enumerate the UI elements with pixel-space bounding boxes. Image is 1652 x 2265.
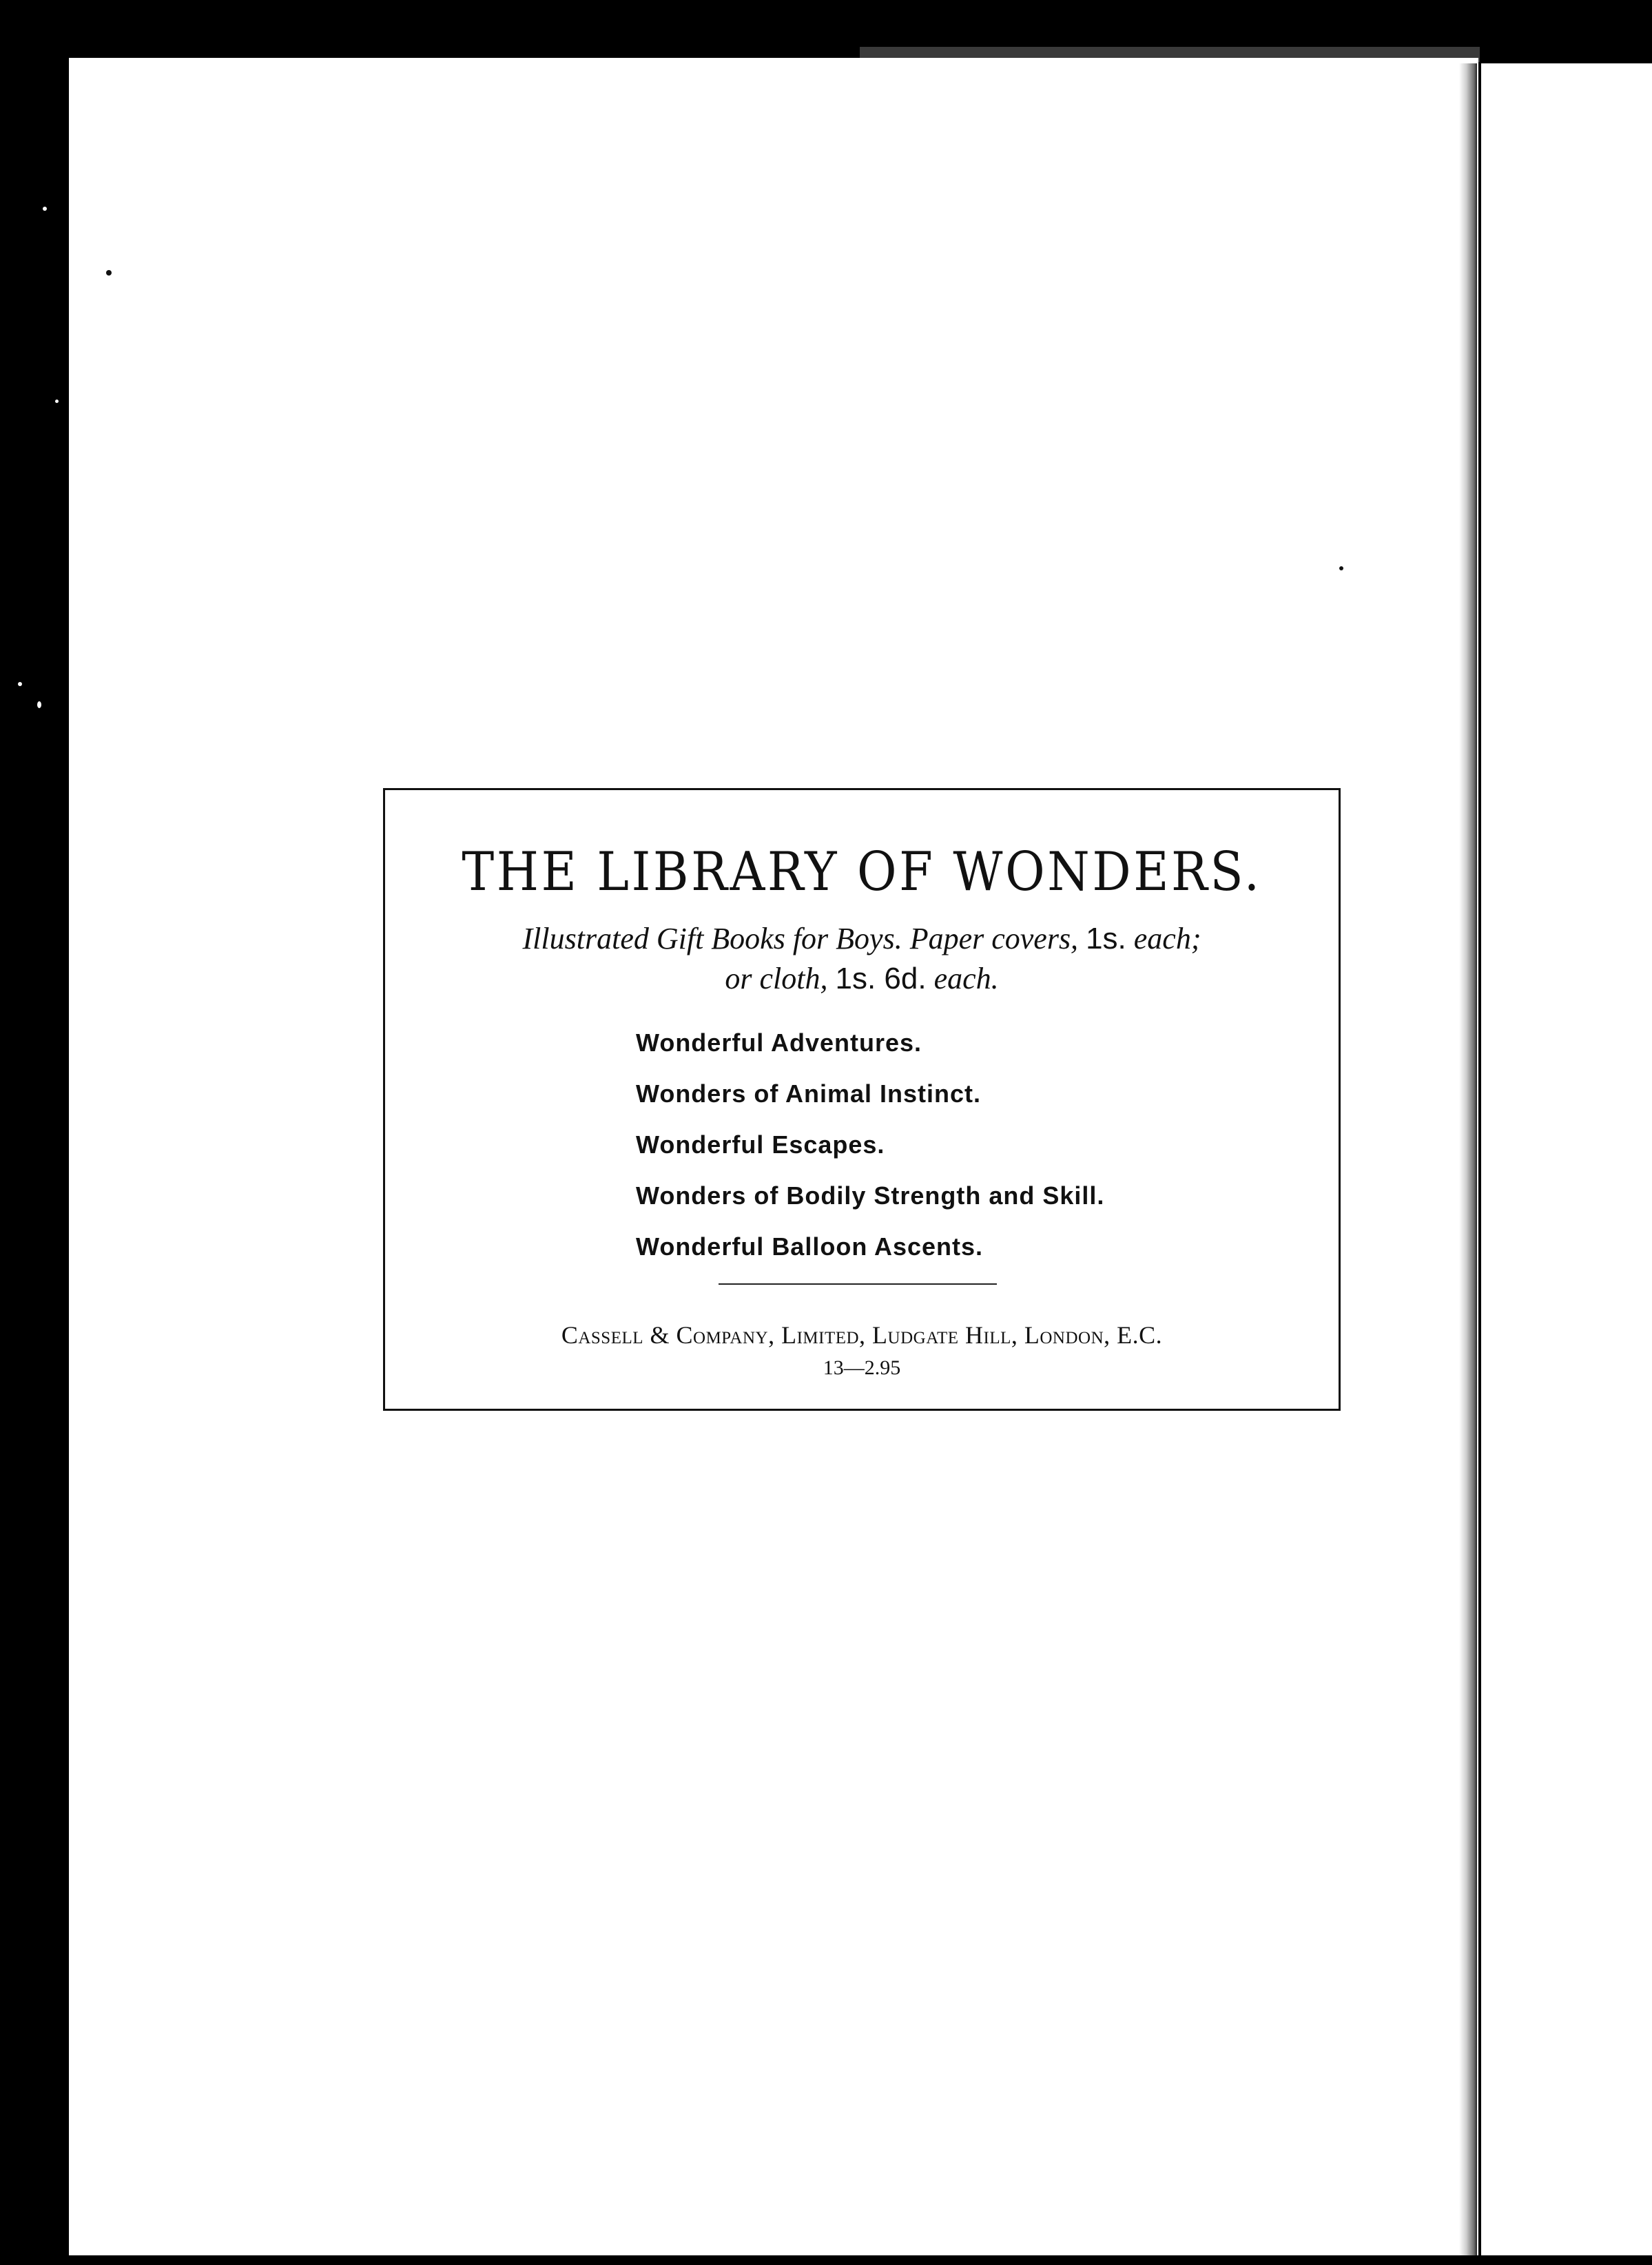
ad-subtitle-text: Illustrated Gift Books for Boys. Paper covers, xyxy=(522,922,1086,955)
scan-speck xyxy=(18,682,22,686)
divider-rule xyxy=(719,1283,997,1285)
page-right xyxy=(1481,63,1652,2255)
scan-speck xyxy=(55,400,59,403)
list-item: Wonderful Adventures. xyxy=(636,1028,922,1057)
list-item: Wonders of Bodily Strength and Skill. xyxy=(636,1181,1105,1210)
publisher-imprint: Cassell & Company, Limited, Ludgate Hill, London, E.C. xyxy=(561,1321,1163,1349)
ad-subtitle-text: or cloth, xyxy=(725,962,836,995)
ad-subtitle-text: each; xyxy=(1126,922,1201,955)
book-list xyxy=(636,1017,1104,1272)
scan-speck xyxy=(106,270,112,276)
book-gutter-shadow xyxy=(1459,63,1477,2255)
scan-speck xyxy=(43,207,47,211)
list-item: Wonderful Balloon Ascents. xyxy=(636,1232,984,1261)
price-paper: 1s. xyxy=(1086,922,1126,955)
ad-subtitle-line1 xyxy=(385,921,1339,956)
price-cloth: 1s. 6d. xyxy=(835,962,927,995)
list-item: Wonderful Escapes. xyxy=(636,1130,885,1159)
ad-subtitle-text: each. xyxy=(926,962,999,995)
ad-subtitle-line2 xyxy=(385,961,1339,996)
print-code: 13—2.95 xyxy=(823,1356,901,1379)
scan-speck xyxy=(37,701,41,708)
list-item: Wonders of Animal Instinct. xyxy=(636,1079,982,1108)
ad-title: THE LIBRARY OF WONDERS. xyxy=(462,841,1262,903)
advertisement-box xyxy=(383,788,1341,1411)
scan-speck xyxy=(1339,566,1343,570)
